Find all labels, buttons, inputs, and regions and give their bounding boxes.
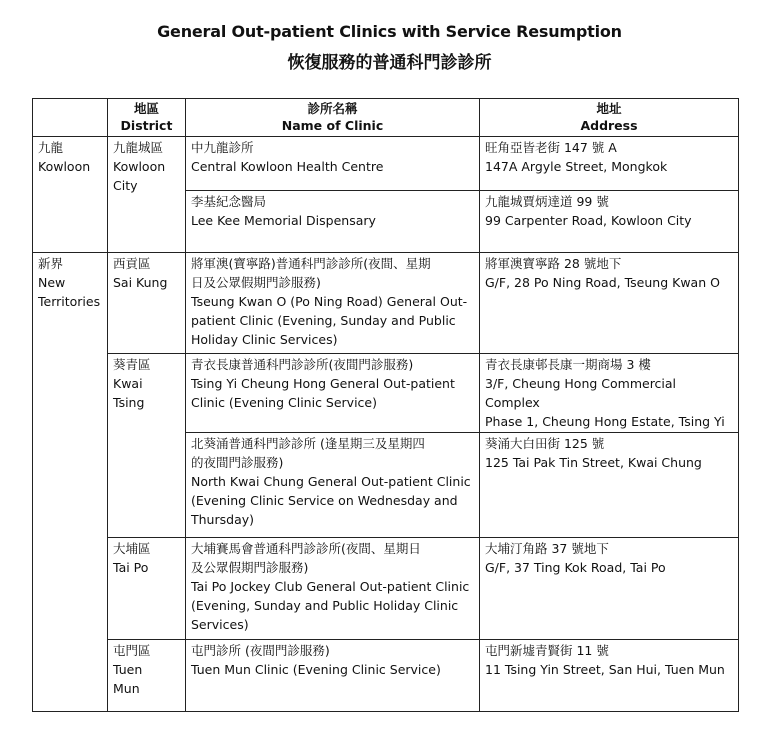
clinic-address-cell: [480, 640, 739, 712]
clinic-address-en: Phase 1, Cheung Hong Estate, Tsing Yi: [485, 414, 725, 429]
region-name-en: Kowloon: [38, 159, 91, 174]
clinic-name-en: Clinic (Evening Clinic Service): [191, 395, 377, 410]
header-address-zh: 地址: [596, 101, 622, 116]
district-name-en: Kwai: [113, 376, 143, 391]
district-name-en: Tuen: [113, 662, 143, 677]
district-name-en: Tsing: [113, 395, 145, 410]
clinic-address-zh: 大埔汀角路 37 號地下: [485, 541, 609, 556]
district-name-en: Sai Kung: [113, 275, 168, 290]
clinic-name-cell: [186, 354, 480, 433]
region-cell-new-territories: [33, 253, 108, 712]
clinics-table: [32, 98, 739, 712]
document-title-en: General Out-patient Clinics with Service Resumption: [157, 22, 622, 41]
clinic-name-cell: [186, 640, 480, 712]
clinic-name-en: Tai Po Jockey Club General Out-patient Clinic: [191, 579, 470, 594]
clinic-name-en: Tuen Mun Clinic (Evening Clinic Service): [191, 662, 441, 677]
header-region: [33, 99, 108, 137]
clinic-address-en: 11 Tsing Yin Street, San Hui, Tuen Mun: [485, 662, 725, 677]
clinic-name-zh: 日及公眾假期門診服務): [191, 275, 321, 290]
clinic-name-en: (Evening, Sunday and Public Holiday Clinic: [191, 598, 459, 613]
region-name-en: New: [38, 275, 66, 290]
clinic-address-cell: [480, 137, 739, 191]
header-district-en: District: [120, 118, 173, 133]
clinic-name-zh: 李基紀念醫局: [191, 194, 267, 209]
clinic-name-en: Thursday): [191, 512, 255, 527]
region-name-zh: 九龍: [38, 140, 64, 155]
header-address-en: Address: [580, 118, 638, 133]
clinic-address-zh: 青衣長康邨長康一期商場 3 樓: [485, 357, 651, 372]
clinic-address-cell: [480, 354, 739, 433]
district-cell-kowloon-city: [108, 137, 186, 253]
clinic-name-cell: [186, 538, 480, 640]
clinic-name-cell: [186, 137, 480, 191]
clinic-name-zh: 大埔賽馬會普通科門診診所(夜間、星期日: [191, 541, 421, 556]
clinic-name-en: (Evening Clinic Service on Wednesday and: [191, 493, 458, 508]
clinic-name-cell: [186, 253, 480, 354]
document-title-zh: 恢復服務的普通科門診診所: [287, 53, 492, 73]
table-row: [33, 253, 739, 354]
header-clinic-name: [186, 99, 480, 137]
clinic-address-cell: [480, 538, 739, 640]
district-name-zh: 九龍城區: [113, 140, 164, 155]
clinic-name-en: Lee Kee Memorial Dispensary: [191, 213, 376, 228]
clinic-address-cell: [480, 433, 739, 538]
clinic-address-cell: [480, 253, 739, 354]
clinic-name-en: Central Kowloon Health Centre: [191, 159, 384, 174]
clinic-address-zh: 將軍澳寶寧路 28 號地下: [485, 256, 622, 271]
table-row: [33, 354, 739, 433]
clinic-name-en: patient Clinic (Evening, Sunday and Public: [191, 313, 456, 328]
table-header-row: [33, 99, 739, 137]
clinic-name-en: Services): [191, 617, 249, 632]
district-name-en: Kowloon: [113, 159, 166, 174]
clinic-address-zh: 九龍城賈炳達道 99 號: [485, 194, 609, 209]
district-cell-kwai-tsing: [108, 354, 186, 538]
district-name-zh: 大埔區: [113, 541, 151, 556]
table-row: [33, 137, 739, 191]
clinic-name-zh: 將軍澳(寶寧路)普通科門診診所(夜間、星期: [191, 256, 431, 271]
district-name-en: Tai Po: [113, 560, 149, 575]
district-name-zh: 屯門區: [113, 643, 151, 658]
clinic-address-zh: 旺角亞皆老街 147 號 A: [485, 140, 617, 155]
header-clinic-zh: 診所名稱: [307, 101, 358, 116]
clinic-address-cell: [480, 191, 739, 253]
clinic-name-zh: 中九龍診所: [191, 140, 254, 155]
header-clinic-en: Name of Clinic: [281, 118, 384, 133]
district-cell-sai-kung: [108, 253, 186, 354]
header-district-zh: 地區: [133, 101, 159, 116]
region-name-zh: 新界: [38, 256, 64, 271]
district-name-zh: 西貢區: [113, 256, 151, 271]
region-name-en: Territories: [38, 294, 101, 309]
clinic-name-zh: 的夜間門診服務): [191, 455, 284, 470]
header-district: [108, 99, 186, 137]
clinic-name-zh: 青衣長康普通科門診診所(夜間門診服務): [191, 357, 414, 372]
district-cell-tai-po: [108, 538, 186, 640]
clinic-address-zh: 屯門新墟青賢街 11 號: [485, 643, 609, 658]
district-name-en: Mun: [113, 681, 140, 696]
clinic-name-zh: 北葵涌普通科門診診所 (逢星期三及星期四: [191, 436, 425, 451]
clinic-name-en: North Kwai Chung General Out-patient Clinic: [191, 474, 471, 489]
clinic-name-cell: [186, 191, 480, 253]
clinic-name-zh: 及公眾假期門診服務): [191, 560, 309, 575]
clinic-name-en: Tseung Kwan O (Po Ning Road) General Out-: [191, 294, 468, 309]
clinic-address-en: G/F, 37 Ting Kok Road, Tai Po: [485, 560, 666, 575]
clinic-name-en: Tsing Yi Cheung Hong General Out-patient: [191, 376, 455, 391]
table-row: [33, 538, 739, 640]
district-name-en: City: [113, 178, 138, 193]
clinic-name-zh: 屯門診所 (夜間門診服務): [191, 643, 330, 658]
clinic-address-en: 99 Carpenter Road, Kowloon City: [485, 213, 692, 228]
clinic-address-en: 3/F, Cheung Hong Commercial Complex: [485, 376, 677, 410]
clinic-address-en: G/F, 28 Po Ning Road, Tseung Kwan O: [485, 275, 720, 290]
clinic-address-zh: 葵涌大白田街 125 號: [485, 436, 605, 451]
district-cell-tuen-mun: [108, 640, 186, 712]
clinic-name-en: Holiday Clinic Services): [191, 332, 338, 347]
header-address: [480, 99, 739, 137]
clinic-address-en: 125 Tai Pak Tin Street, Kwai Chung: [485, 455, 702, 470]
clinic-address-en: 147A Argyle Street, Mongkok: [485, 159, 668, 174]
district-name-zh: 葵青區: [113, 357, 151, 372]
clinic-name-cell: [186, 433, 480, 538]
table-row: [33, 640, 739, 712]
region-cell-kowloon: [33, 137, 108, 253]
